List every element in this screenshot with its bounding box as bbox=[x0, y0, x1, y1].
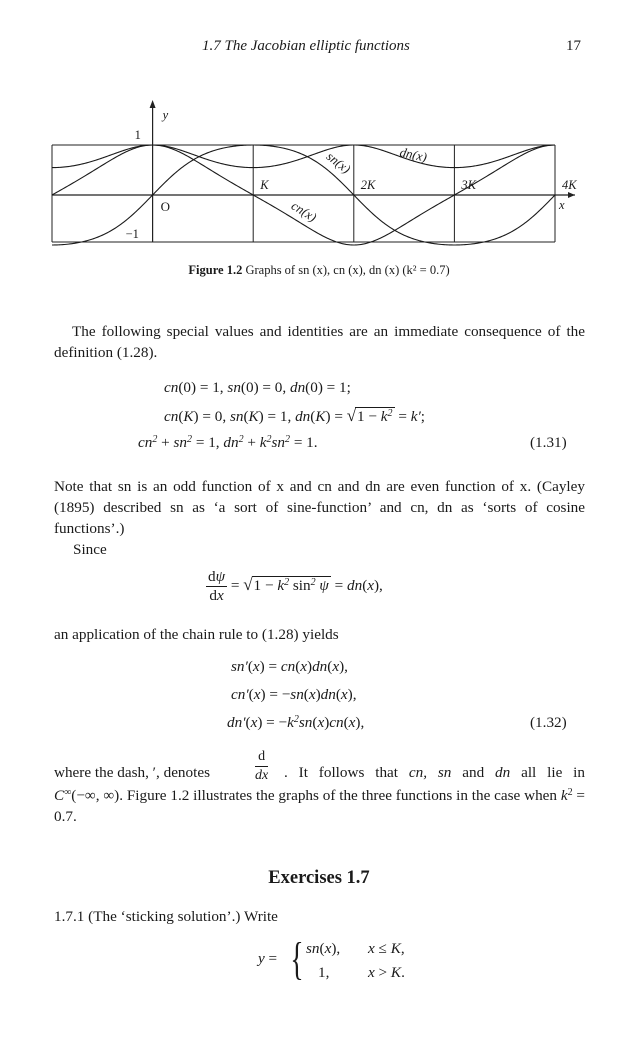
series-label-dn: dn(x) bbox=[398, 144, 429, 165]
paragraph-chain-rule: an application of the chain rule to (1.28) yields bbox=[54, 626, 339, 643]
running-title: 1.7 The Jacobian elliptic functions bbox=[202, 38, 410, 54]
equation-identities: $cn^2 + sn^2 = 1$, $dn^2 + k^2sn^2 = 1$. (1.31) bbox=[138, 434, 567, 451]
equation-sn-derivative: sn′(x) = cn(x)dn(x), bbox=[231, 658, 348, 675]
x-tick-label-1K: K bbox=[260, 178, 269, 192]
x-axis-arrow bbox=[568, 192, 575, 198]
series-label-cn: cn(x) bbox=[288, 197, 320, 225]
figure-caption-text: Graphs of sn (x), cn (x), dn (x) (k² = 0.7) bbox=[245, 263, 450, 277]
equation-cn-derivative: cn′(x) = −sn(x)dn(x), bbox=[231, 686, 357, 703]
y-tick-label-1: 1 bbox=[134, 128, 141, 142]
paragraph-dash-line1: where the dash, ′, denotes $\frac{d}{dx}$ . It follows that cn, sn and dn all lie in bbox=[54, 749, 585, 783]
series-label-sn: sn(x) bbox=[323, 148, 354, 177]
paragraph-dash-rest: C∞(−∞, ∞). Figure 1.2 illustrates the graphs of the three functions in the case when $k^2 = 0.7$. bbox=[54, 787, 585, 825]
origin-label: O bbox=[160, 199, 170, 214]
y-axis-label: y bbox=[162, 108, 169, 122]
page-number: 17 bbox=[566, 38, 581, 54]
exercise-1-7-1: 1.7.1 (The ‘sticking solution’.) Write bbox=[54, 908, 278, 925]
equation-number-1-32: (1.32) bbox=[530, 714, 567, 731]
figure-caption bbox=[0, 263, 638, 278]
x-tick-label-2K: 2K bbox=[360, 178, 376, 192]
exercises-heading: Exercises 1.7 bbox=[268, 868, 370, 888]
figure-label: Figure 1.2 bbox=[188, 263, 243, 277]
paragraph-intro: The following special values and identities are an immediate consequence of the definition (1.28). bbox=[54, 323, 585, 361]
equation-values-at-K: cn(K) = 0, sn(K) = 1, $dn(K) = √1 - k^2 = k'$; bbox=[164, 406, 426, 425]
equation-dpsi-dx: $\frac{d\psi}{dx}$ = $√1 - k^2$ $\sin^2 \psi = dn(x)$, bbox=[208, 568, 383, 604]
series-line-dn bbox=[52, 145, 555, 168]
since-text: Since bbox=[73, 541, 107, 558]
equation-dn-derivative: $dn'(x) = -k^2sn(x)cn(x)$, (1.32) bbox=[227, 714, 567, 731]
y-axis-arrow bbox=[150, 100, 156, 108]
elliptic-functions-chart bbox=[40, 95, 595, 255]
x-tick-label-4K: 4K bbox=[562, 178, 577, 192]
y-tick-label-minus-1: −1 bbox=[125, 227, 139, 241]
x-axis-label: x bbox=[559, 198, 565, 212]
equation-values-at-zero: cn(0) = 1, sn(0) = 0, dn(0) = 1; bbox=[164, 379, 351, 396]
x-tick-label-3K: 3K bbox=[461, 178, 476, 192]
paragraph-parity: Note that sn is an odd function of x and cn and dn are even function of x. (Cayley (1895) described sn as ‘a sort of sine-function’ and cn, dn as ‘sorts of cosine functions’.) bbox=[54, 478, 585, 537]
equation-number-1-31: (1.31) bbox=[530, 434, 567, 451]
